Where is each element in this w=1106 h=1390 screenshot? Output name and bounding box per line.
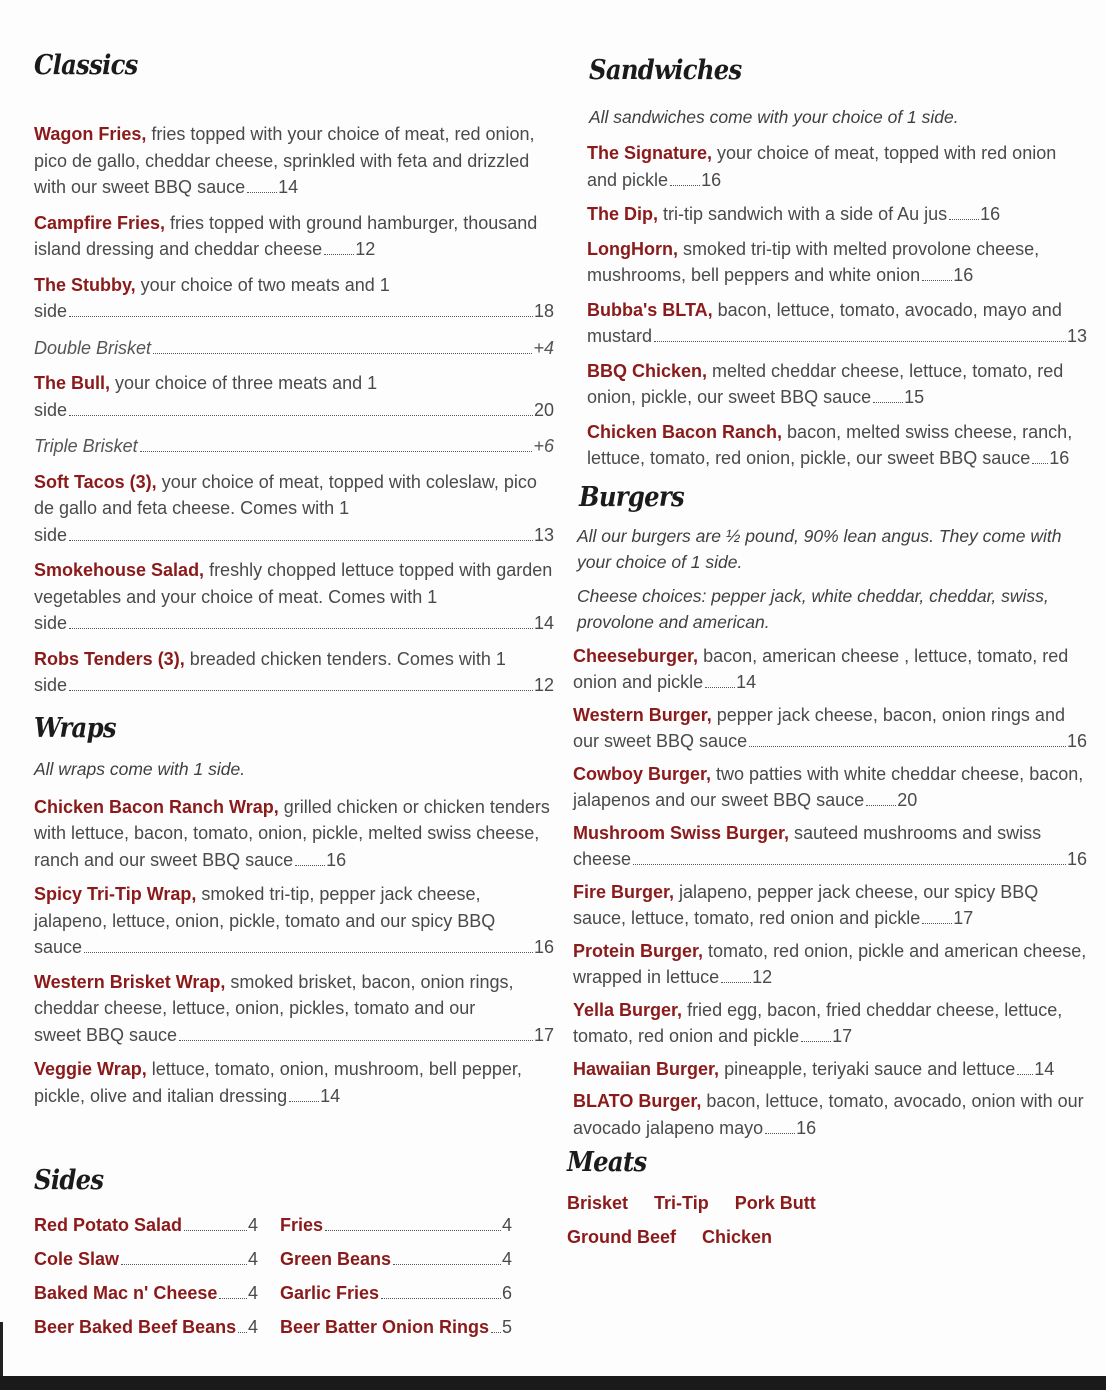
item-description: bacon, lettuce, tomato, avocado, mayo and (712, 299, 1062, 320)
item-text (587, 201, 1087, 228)
item-price: 16 (533, 937, 554, 957)
dot-leader (69, 415, 533, 416)
dot-leader (153, 353, 532, 354)
menu-item (34, 121, 554, 201)
item-description: two patties with white cheddar cheese, bacon, jalapenos and our sweet BBQ sauce (573, 763, 1084, 810)
dot-leader (873, 402, 903, 403)
menu-item (587, 419, 1087, 472)
item-description: smoked tri-tip, pepper jack cheese, jalapeno, lettuce, onion, pickle, tomato and our spicy BBQ (34, 884, 496, 931)
item-description-end: side (34, 675, 68, 695)
item-description: breaded chicken tenders. Comes with 1 (184, 648, 506, 669)
menu-item (34, 969, 554, 1049)
item-description-end: side (34, 524, 68, 545)
item-name: Cheeseburger, (573, 645, 699, 666)
item-description: tomato, red onion, pickle and american cheese, wrapped in lettuce (573, 940, 1087, 987)
item-description: fries topped with your choice of meat, red onion, pico de gallo, cheddar cheese, sprinkled with feta and drizzled with our sweet BBQ sauce (34, 124, 535, 197)
dot-leader (1017, 1074, 1033, 1075)
meats-list (567, 1192, 857, 1248)
item-text (34, 881, 554, 934)
bottom-bar (0, 1376, 1106, 1390)
menu-item (573, 1088, 1087, 1141)
side-price: 5 (501, 1317, 512, 1337)
meats-heading: Meats (567, 1147, 647, 1178)
option-price: +6 (533, 436, 554, 456)
dot-leader (289, 1101, 319, 1102)
item-description: freshly chopped lettuce topped with garden vegetables and your choice of meat. Comes with 1 (34, 560, 553, 607)
menu-item (34, 794, 554, 874)
item-description: tri-tip sandwich with a side of Au jus (658, 204, 948, 224)
item-name: Western Burger, (573, 704, 712, 725)
item-name: Chicken Bacon Ranch Wrap, (34, 796, 279, 817)
item-text (587, 358, 1087, 411)
item-description: bacon, lettuce, tomato, avocado, onion with our avocado jalapeno mayo (573, 1091, 1084, 1138)
item-name: BBQ Chicken, (587, 360, 708, 381)
item-text (573, 702, 1087, 729)
side-item (34, 1316, 258, 1338)
side-price: 6 (501, 1283, 512, 1303)
side-item (34, 1248, 258, 1270)
meat-option: Brisket (567, 1193, 629, 1213)
menu-item (573, 820, 1087, 873)
item-name: Fire Burger, (573, 881, 675, 902)
burgers-note: All our burgers are ½ pound, 90% lean angus. They come with your choice of 1 side. (577, 525, 1062, 572)
item-text (587, 140, 1087, 193)
item-text (34, 794, 554, 874)
dot-leader (949, 219, 979, 220)
item-name: Protein Burger, (573, 940, 704, 961)
menu-item (587, 358, 1087, 411)
item-price: 15 (904, 387, 925, 407)
price-row (34, 610, 554, 637)
item-name: Yella Burger, (573, 999, 683, 1020)
dot-leader (69, 316, 533, 317)
item-text (573, 1088, 1087, 1141)
item-text (34, 646, 554, 673)
dot-leader (69, 540, 533, 541)
item-price: 16 (953, 265, 974, 285)
item-description-end: sauce (34, 937, 83, 957)
item-price: 20 (533, 399, 554, 420)
sandwiches-heading: Sandwiches (589, 55, 742, 86)
dot-leader (140, 451, 533, 452)
dot-leader (922, 280, 952, 281)
dot-leader (69, 690, 533, 691)
item-text (573, 938, 1087, 991)
menu-item (34, 1056, 554, 1109)
item-description: your choice of three meats and 1 (110, 373, 378, 393)
side-item (34, 1214, 258, 1236)
sandwiches-list (587, 140, 1087, 472)
menu-item (34, 557, 554, 637)
item-text (34, 272, 554, 299)
option-price: +4 (533, 337, 554, 358)
item-name: The Bull, (34, 373, 110, 393)
dot-leader (69, 628, 533, 629)
side-price: 4 (247, 1317, 258, 1337)
item-price: 16 (980, 204, 1001, 224)
menu-item (34, 272, 554, 362)
item-text (573, 997, 1087, 1050)
burgers-list (573, 643, 1087, 1142)
item-price: 14 (533, 613, 554, 633)
item-description: your choice of two meats and 1 (135, 274, 390, 295)
item-price: 16 (1066, 849, 1087, 869)
item-text (587, 297, 1087, 324)
dot-leader (324, 254, 354, 255)
item-description: lettuce, tomato, onion, mushroom, bell pepper, pickle, olive and italian dressing (34, 1059, 522, 1106)
side-item (280, 1214, 512, 1236)
item-description-end: sweet BBQ sauce (34, 1024, 178, 1045)
item-description: grilled chicken or chicken tenders with lettuce, bacon, tomato, onion, pickle, melted swiss cheese, ranch and our sweet BBQ sauce (34, 796, 550, 870)
menu-item (587, 140, 1087, 193)
menu-item (34, 469, 554, 549)
price-row (34, 934, 554, 961)
sides-list (34, 1214, 554, 1338)
right-column (567, 55, 1087, 1248)
option-row (34, 335, 554, 362)
dot-leader (393, 1264, 501, 1265)
side-name: Red Potato Salad (34, 1215, 183, 1235)
item-name: Spicy Tri-Tip Wrap, (34, 884, 197, 904)
side-name: Beer Batter Onion Rings (280, 1317, 490, 1337)
side-item (280, 1282, 512, 1304)
price-row (587, 323, 1087, 350)
dot-leader (325, 1230, 501, 1231)
dot-leader (721, 982, 751, 983)
item-name: Chicken Bacon Ranch, (587, 421, 783, 442)
item-text (587, 236, 1087, 289)
wraps-heading: Wraps (34, 712, 116, 744)
burgers-heading: Burgers (579, 481, 684, 513)
dot-leader (84, 952, 533, 953)
dot-leader (801, 1041, 831, 1042)
item-price: 14 (320, 1085, 341, 1106)
side-name: Baked Mac n' Cheese (34, 1283, 218, 1303)
item-price: 17 (953, 908, 974, 928)
item-name: Smokehouse Salad, (34, 560, 205, 580)
price-row (573, 846, 1087, 873)
item-name: Campfire Fries, (34, 212, 166, 233)
meat-option: Pork Butt (734, 1193, 816, 1213)
item-price: 16 (796, 1117, 817, 1138)
item-description-end: side (34, 613, 68, 633)
side-name: Cole Slaw (34, 1249, 120, 1269)
dot-leader (295, 865, 325, 866)
option-name: Triple Brisket (34, 436, 138, 456)
menu-item (573, 761, 1087, 814)
menu-item (34, 881, 554, 961)
item-text (34, 469, 554, 522)
item-description: fries topped with ground hamburger, thousand island dressing and cheddar cheese (34, 212, 538, 259)
item-description: smoked tri-tip with melted provolone cheese, mushrooms, bell peppers and white onion (587, 238, 1040, 285)
item-description-end: mustard (587, 326, 653, 346)
dot-leader (654, 341, 1066, 342)
side-price: 4 (501, 1249, 512, 1269)
side-price: 4 (247, 1249, 258, 1269)
item-name: Soft Tacos (3), (34, 471, 157, 492)
item-text (573, 643, 1087, 696)
item-price: 16 (1049, 448, 1070, 468)
item-description: fried egg, bacon, fried cheddar cheese, lettuce, tomato, red onion and pickle (573, 999, 1063, 1046)
price-row (34, 1022, 554, 1049)
menu-item (573, 702, 1087, 755)
side-name: Garlic Fries (280, 1283, 380, 1303)
dot-leader (705, 687, 735, 688)
item-name: Bubba's BLTA, (587, 299, 713, 320)
item-price: 17 (832, 1026, 853, 1046)
item-text (573, 1056, 1087, 1083)
left-edge-rule (0, 1322, 3, 1376)
sandwiches-note: All sandwiches come with your choice of 1 side. (589, 107, 959, 127)
item-description-end: side (34, 301, 68, 321)
dot-leader (247, 192, 277, 193)
item-text (34, 1056, 554, 1109)
item-description-end: side (34, 399, 68, 420)
item-text (34, 121, 554, 201)
item-text (34, 370, 554, 397)
item-price: 20 (897, 790, 918, 810)
item-price: 16 (1066, 731, 1087, 751)
option-row (34, 433, 554, 460)
option-name: Double Brisket (34, 337, 152, 358)
dot-leader (219, 1298, 247, 1299)
dot-leader (381, 1298, 501, 1299)
price-row (34, 397, 554, 424)
item-price: 14 (1034, 1058, 1055, 1079)
item-price: 16 (326, 849, 347, 870)
wraps-note: All wraps come with 1 side. (34, 758, 246, 779)
item-name: Western Brisket Wrap, (34, 971, 226, 992)
item-text (573, 761, 1087, 814)
item-name: BLATO Burger, (573, 1091, 702, 1111)
item-price: 14 (278, 177, 299, 197)
item-description: your choice of meat, topped with red onion and pickle (587, 143, 1057, 190)
item-name: Mushroom Swiss Burger, (573, 822, 790, 843)
menu-item (587, 297, 1087, 350)
menu-item (587, 236, 1087, 289)
dot-leader (866, 805, 896, 806)
item-description: smoked brisket, bacon, onion rings, cheddar cheese, lettuce, onion, pickles, tomato and our (34, 971, 514, 1018)
item-price: 17 (533, 1024, 554, 1045)
dot-leader (179, 1040, 533, 1041)
classics-list (34, 121, 554, 699)
menu-item (587, 201, 1087, 228)
side-price: 4 (247, 1215, 258, 1235)
item-description: sauteed mushrooms and swiss (789, 822, 1042, 843)
item-name: Veggie Wrap, (34, 1059, 147, 1079)
item-text (587, 419, 1087, 472)
item-description: pineapple, teriyaki sauce and lettuce (719, 1058, 1016, 1079)
item-description: jalapeno, pepper jack cheese, our spicy BBQ sauce, lettuce, tomato, red onion and pickle (573, 881, 1039, 928)
item-description-end: cheese (573, 849, 632, 869)
side-name: Fries (280, 1215, 324, 1235)
price-row (34, 522, 554, 549)
item-text (34, 557, 554, 610)
dot-leader (922, 923, 952, 924)
item-name: Wagon Fries, (34, 124, 147, 144)
item-description: pepper jack cheese, bacon, onion rings and (711, 704, 1065, 725)
dot-leader (184, 1230, 247, 1231)
meat-option: Chicken (702, 1227, 773, 1247)
price-row (34, 672, 554, 699)
wraps-list (34, 794, 554, 1110)
dot-leader (633, 864, 1066, 865)
dot-leader (749, 746, 1066, 747)
item-name: LongHorn, (587, 238, 678, 259)
sides-heading: Sides (34, 1165, 104, 1196)
item-name: Cowboy Burger, (573, 763, 712, 784)
price-row (34, 298, 554, 325)
item-description: your choice of meat, topped with coleslaw, pico de gallo and feta cheese. Comes with 1 (34, 471, 537, 518)
price-row (573, 728, 1087, 755)
dot-leader (121, 1264, 247, 1265)
dot-leader (765, 1133, 795, 1134)
menu-item (573, 938, 1087, 991)
item-name: The Signature, (587, 143, 713, 163)
side-name: Beer Baked Beef Beans (34, 1317, 237, 1337)
menu-item (573, 997, 1087, 1050)
item-price: 18 (533, 301, 554, 321)
item-text (34, 210, 554, 263)
item-text (573, 879, 1087, 932)
item-price: 12 (355, 239, 376, 259)
item-price: 12 (533, 675, 554, 695)
item-price: 16 (701, 169, 722, 190)
dot-leader (238, 1332, 247, 1333)
item-name: Hawaiian Burger, (573, 1058, 720, 1079)
menu-item (34, 646, 554, 699)
dot-leader (491, 1332, 501, 1333)
item-name: The Dip, (587, 204, 658, 224)
side-name: Green Beans (280, 1249, 392, 1269)
item-text (573, 820, 1087, 847)
side-price: 4 (247, 1283, 258, 1303)
menu-item (573, 879, 1087, 932)
menu-item (573, 643, 1087, 696)
item-description: bacon, melted swiss cheese, ranch, lettuce, tomato, red onion, pickle, our sweet BBQ sauce (587, 421, 1073, 468)
dot-leader (670, 185, 700, 186)
dot-leader (1032, 463, 1048, 464)
item-name: The Stubby, (34, 274, 136, 295)
left-column (34, 50, 554, 1338)
menu-item (573, 1056, 1087, 1083)
side-item (34, 1282, 258, 1304)
menu-item (34, 210, 554, 263)
item-description: bacon, american cheese , lettuce, tomato, red onion and pickle (573, 645, 1069, 692)
item-description: melted cheddar cheese, lettuce, tomato, red onion, pickle, our sweet BBQ sauce (587, 360, 1064, 407)
item-name: Robs Tenders (3), (34, 648, 185, 669)
side-item (280, 1248, 512, 1270)
item-price: 13 (1066, 326, 1087, 346)
item-price: 14 (736, 672, 757, 692)
item-text (34, 969, 554, 1022)
menu-item (34, 370, 554, 460)
burgers-cheese-note: Cheese choices: pepper jack, white cheddar, cheddar, swiss, provolone and american. (577, 585, 1049, 632)
item-price: 12 (752, 967, 773, 987)
side-item (280, 1316, 512, 1338)
item-price: 13 (533, 524, 554, 545)
meat-option: Ground Beef (567, 1227, 677, 1247)
classics-heading: Classics (34, 50, 138, 81)
meat-option: Tri-Tip (654, 1193, 709, 1213)
item-description-end: our sweet BBQ sauce (573, 731, 748, 751)
side-price: 4 (501, 1215, 512, 1235)
